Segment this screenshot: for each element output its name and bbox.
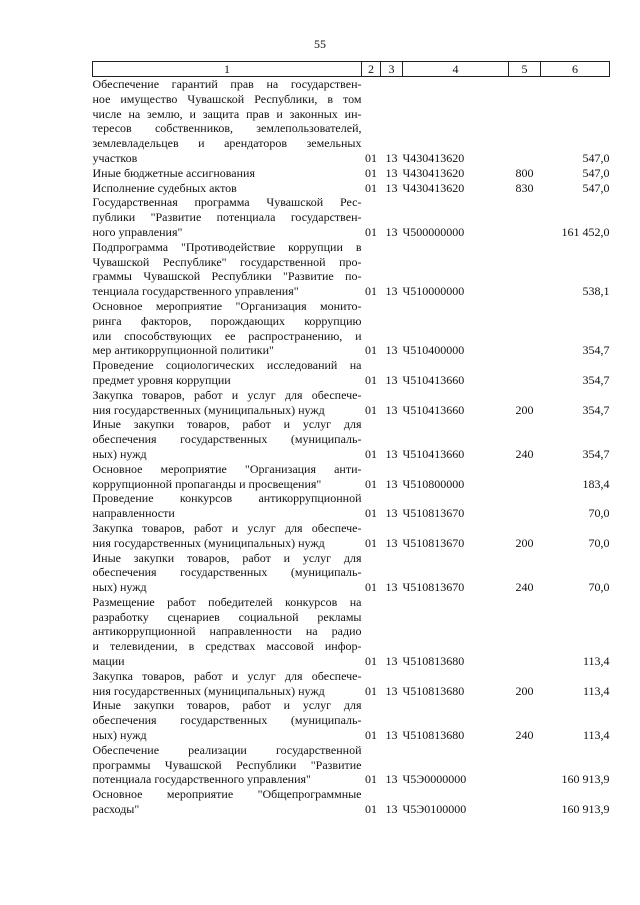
table-row — [93, 551, 610, 595]
description-line: или способствующих ее распространению, и — [92, 328, 362, 343]
section-code: 01 — [365, 506, 377, 521]
subsection-code: 13 — [385, 772, 398, 787]
amount: 354,7 — [582, 402, 610, 417]
section-code: 01 — [365, 343, 377, 358]
description-line: программы Чувашской Республики "Развитие — [92, 757, 362, 772]
expense-type-code: 200 — [515, 402, 534, 417]
amount: 160 913,9 — [561, 772, 610, 787]
target-article-code: Ч5Э0100000 — [402, 802, 467, 817]
subsection-code: 13 — [385, 476, 398, 491]
subsection-code: 13 — [385, 654, 398, 669]
amount: 70,0 — [588, 535, 610, 550]
section-code: 01 — [365, 372, 377, 387]
row-description — [93, 166, 362, 181]
table-row — [93, 595, 610, 669]
row-description — [93, 595, 362, 669]
page-number: 55 — [314, 37, 326, 51]
expense-type-code: 830 — [515, 180, 534, 195]
section-code: 01 — [365, 728, 377, 743]
subsection-code: 13 — [385, 224, 398, 239]
description-line: Иные бюджетные ассигнования — [92, 165, 255, 180]
column-header-3: 3 — [381, 62, 403, 77]
expense-type-code — [509, 595, 541, 669]
expense-type-code — [509, 77, 541, 166]
table-row — [93, 521, 610, 551]
row-description — [93, 462, 362, 492]
table-row — [93, 358, 610, 388]
table-row — [93, 240, 610, 299]
expense-type-code: 240 — [515, 580, 534, 595]
description-line: Исполнение судебных актов — [92, 180, 237, 195]
row-description — [93, 358, 362, 388]
description-line: Закупка товаров, работ и услуг для обеспече- — [92, 387, 362, 402]
description-line: ринга факторов, порождающих коррупцию — [92, 313, 362, 328]
description-line: обеспечения государственных (муниципаль- — [92, 565, 362, 580]
description-line: Обеспечение гарантий прав на государствен- — [92, 77, 362, 91]
target-article-code: Ч500000000 — [402, 224, 465, 239]
column-header-4: 4 — [403, 62, 509, 77]
subsection-code: 13 — [385, 506, 398, 521]
amount: 547,0 — [582, 150, 610, 165]
row-description — [93, 521, 362, 551]
table-header-row — [93, 62, 610, 77]
description-line: граммы Чувашской Республики "Развитие по- — [92, 269, 362, 284]
target-article-code: Ч430413620 — [402, 165, 465, 180]
subsection-code: 13 — [385, 446, 398, 461]
table-row — [93, 743, 610, 787]
description-line: ного управления" — [92, 224, 183, 239]
subsection-code: 13 — [385, 728, 398, 743]
row-description — [93, 181, 362, 196]
amount: 160 913,9 — [561, 802, 610, 817]
description-line: Основное мероприятие "Организация анти- — [92, 461, 362, 476]
amount: 113,4 — [582, 728, 610, 743]
column-header-5: 5 — [509, 62, 541, 77]
section-code: 01 — [365, 580, 377, 595]
target-article-code: Ч510413660 — [402, 372, 465, 387]
description-line: Размещение работ победителей конкурсов на — [92, 594, 362, 609]
table-row — [93, 787, 610, 817]
description-line: Чувашской Республике" государственной про- — [92, 254, 362, 269]
description-line: тенциала государственного управления" — [92, 284, 299, 299]
budget-table — [92, 61, 610, 817]
description-line: обеспечения государственных (муниципаль- — [92, 713, 362, 728]
row-description — [93, 195, 362, 239]
table-row — [93, 181, 610, 196]
target-article-code: Ч510813670 — [402, 506, 465, 521]
section-code: 01 — [365, 476, 377, 491]
description-line: ное имущество Чувашской Республики, в том — [92, 91, 362, 106]
target-article-code: Ч430413620 — [402, 180, 465, 195]
amount: 354,7 — [582, 372, 610, 387]
target-article-code: Ч510813670 — [402, 535, 465, 550]
expense-type-code — [509, 462, 541, 492]
target-article-code: Ч430413620 — [402, 150, 465, 165]
description-line: ния государственных (муниципальных) нужд — [92, 683, 325, 698]
description-line: Закупка товаров, работ и услуг для обеспече- — [92, 520, 362, 535]
table-row — [93, 491, 610, 521]
amount: 354,7 — [582, 446, 610, 461]
expense-type-code: 800 — [515, 165, 534, 180]
description-line: мер антикоррупционной политики" — [92, 343, 274, 358]
expense-type-code — [509, 195, 541, 239]
table-row — [93, 669, 610, 699]
target-article-code: Ч510413660 — [402, 402, 465, 417]
subsection-code: 13 — [385, 683, 398, 698]
column-header-2: 2 — [362, 62, 381, 77]
target-article-code: Ч510000000 — [402, 284, 465, 299]
expense-type-code: 240 — [515, 446, 534, 461]
subsection-code: 13 — [385, 802, 398, 817]
description-line: ных) нужд — [92, 728, 147, 743]
section-code: 01 — [365, 180, 377, 195]
table-row — [93, 299, 610, 358]
table-row — [93, 195, 610, 239]
description-line: ных) нужд — [92, 446, 147, 461]
description-line: ния государственных (муниципальных) нужд — [92, 535, 325, 550]
amount: 183,4 — [582, 476, 610, 491]
description-line: ных) нужд — [92, 580, 147, 595]
description-line: Иные закупки товаров, работ и услуг для — [92, 550, 362, 565]
section-code: 01 — [365, 402, 377, 417]
row-description — [93, 743, 362, 787]
description-line: направленности — [92, 506, 175, 521]
description-line: антикоррупционной направленности на радио — [92, 624, 362, 639]
subsection-code: 13 — [385, 150, 398, 165]
target-article-code: Ч510413660 — [402, 446, 465, 461]
table-row — [93, 388, 610, 418]
subsection-code: 13 — [385, 372, 398, 387]
description-line: публики "Развитие потенциала государствен- — [92, 210, 362, 225]
description-line: землевладельцев и арендаторов земельных — [92, 136, 362, 151]
description-line: Иные закупки товаров, работ и услуг для — [92, 417, 362, 432]
section-code: 01 — [365, 150, 377, 165]
description-line: Иные закупки товаров, работ и услуг для — [92, 698, 362, 713]
description-line: Государственная программа Чувашской Рес- — [92, 195, 362, 210]
target-article-code: Ч510800000 — [402, 476, 465, 491]
section-code: 01 — [365, 284, 377, 299]
section-code: 01 — [365, 165, 377, 180]
description-line: Проведение социологических исследований на — [92, 358, 362, 373]
amount: 70,0 — [588, 580, 610, 595]
expense-type-code — [509, 743, 541, 787]
section-code: 01 — [365, 802, 377, 817]
subsection-code: 13 — [385, 165, 398, 180]
subsection-code: 13 — [385, 402, 398, 417]
row-description — [93, 417, 362, 461]
target-article-code: Ч510813680 — [402, 654, 465, 669]
amount: 161 452,0 — [561, 224, 610, 239]
row-description — [93, 491, 362, 521]
description-line: Закупка товаров, работ и услуг для обеспече- — [92, 668, 362, 683]
subsection-code: 13 — [385, 580, 398, 595]
section-code: 01 — [365, 772, 377, 787]
table-row — [93, 77, 610, 166]
amount: 113,4 — [582, 654, 610, 669]
section-code: 01 — [365, 654, 377, 669]
target-article-code: Ч510813680 — [402, 728, 465, 743]
amount: 547,0 — [582, 165, 610, 180]
description-line: расходы" — [92, 802, 140, 817]
expense-type-code — [509, 240, 541, 299]
target-article-code: Ч510813670 — [402, 580, 465, 595]
description-line: и телевидении, в средствах массовой инфор- — [92, 639, 362, 654]
target-article-code: Ч5Э0000000 — [402, 772, 467, 787]
column-header-1: 1 — [93, 62, 362, 77]
description-line: Подпрограмма "Противодействие коррупции в — [92, 239, 362, 254]
amount: 70,0 — [588, 506, 610, 521]
table-row — [93, 698, 610, 742]
description-line: тересов собственников, землепользователей, — [92, 121, 362, 136]
description-line: мации — [92, 654, 125, 669]
expense-type-code: 200 — [515, 535, 534, 550]
row-description — [93, 787, 362, 817]
description-line: ния государственных (муниципальных) нужд — [92, 402, 325, 417]
row-description — [93, 551, 362, 595]
expense-type-code: 240 — [515, 728, 534, 743]
section-code: 01 — [365, 224, 377, 239]
section-code: 01 — [365, 535, 377, 550]
table-row — [93, 166, 610, 181]
description-line: числе на землю, и защита прав и законных ин- — [92, 106, 362, 121]
description-line: разработку сценариев социальной рекламы — [92, 609, 362, 624]
expense-type-code: 200 — [515, 683, 534, 698]
table-row — [93, 417, 610, 461]
amount: 354,7 — [582, 343, 610, 358]
row-description — [93, 77, 362, 166]
amount: 547,0 — [582, 180, 610, 195]
subsection-code: 13 — [385, 284, 398, 299]
subsection-code: 13 — [385, 343, 398, 358]
description-line: обеспечения государственных (муниципаль- — [92, 432, 362, 447]
expense-type-code — [509, 299, 541, 358]
section-code: 01 — [365, 683, 377, 698]
target-article-code: Ч510813680 — [402, 683, 465, 698]
amount: 538,1 — [582, 284, 610, 299]
target-article-code: Ч510400000 — [402, 343, 465, 358]
description-line: Основное мероприятие "Организация монито- — [92, 298, 362, 313]
row-description — [93, 388, 362, 418]
column-header-6: 6 — [541, 62, 610, 77]
expense-type-code — [509, 358, 541, 388]
expense-type-code — [509, 491, 541, 521]
description-line: Обеспечение реализации государственной — [92, 742, 362, 757]
description-line: участков — [92, 150, 138, 165]
section-code: 01 — [365, 446, 377, 461]
row-description — [93, 299, 362, 358]
row-description — [93, 240, 362, 299]
row-description — [93, 698, 362, 742]
description-line: Проведение конкурсов антикоррупционной — [92, 491, 362, 506]
description-line: коррупционной пропаганды и просвещения" — [92, 476, 322, 491]
expense-type-code — [509, 787, 541, 817]
description-line: предмет уровня коррупции — [92, 372, 231, 387]
subsection-code: 13 — [385, 180, 398, 195]
table-body — [93, 62, 610, 817]
subsection-code: 13 — [385, 535, 398, 550]
amount: 113,4 — [582, 683, 610, 698]
table-row — [93, 462, 610, 492]
description-line: Основное мероприятие "Общепрограммные — [92, 787, 362, 802]
row-description — [93, 669, 362, 699]
description-line: потенциала государственного управления" — [92, 772, 311, 787]
